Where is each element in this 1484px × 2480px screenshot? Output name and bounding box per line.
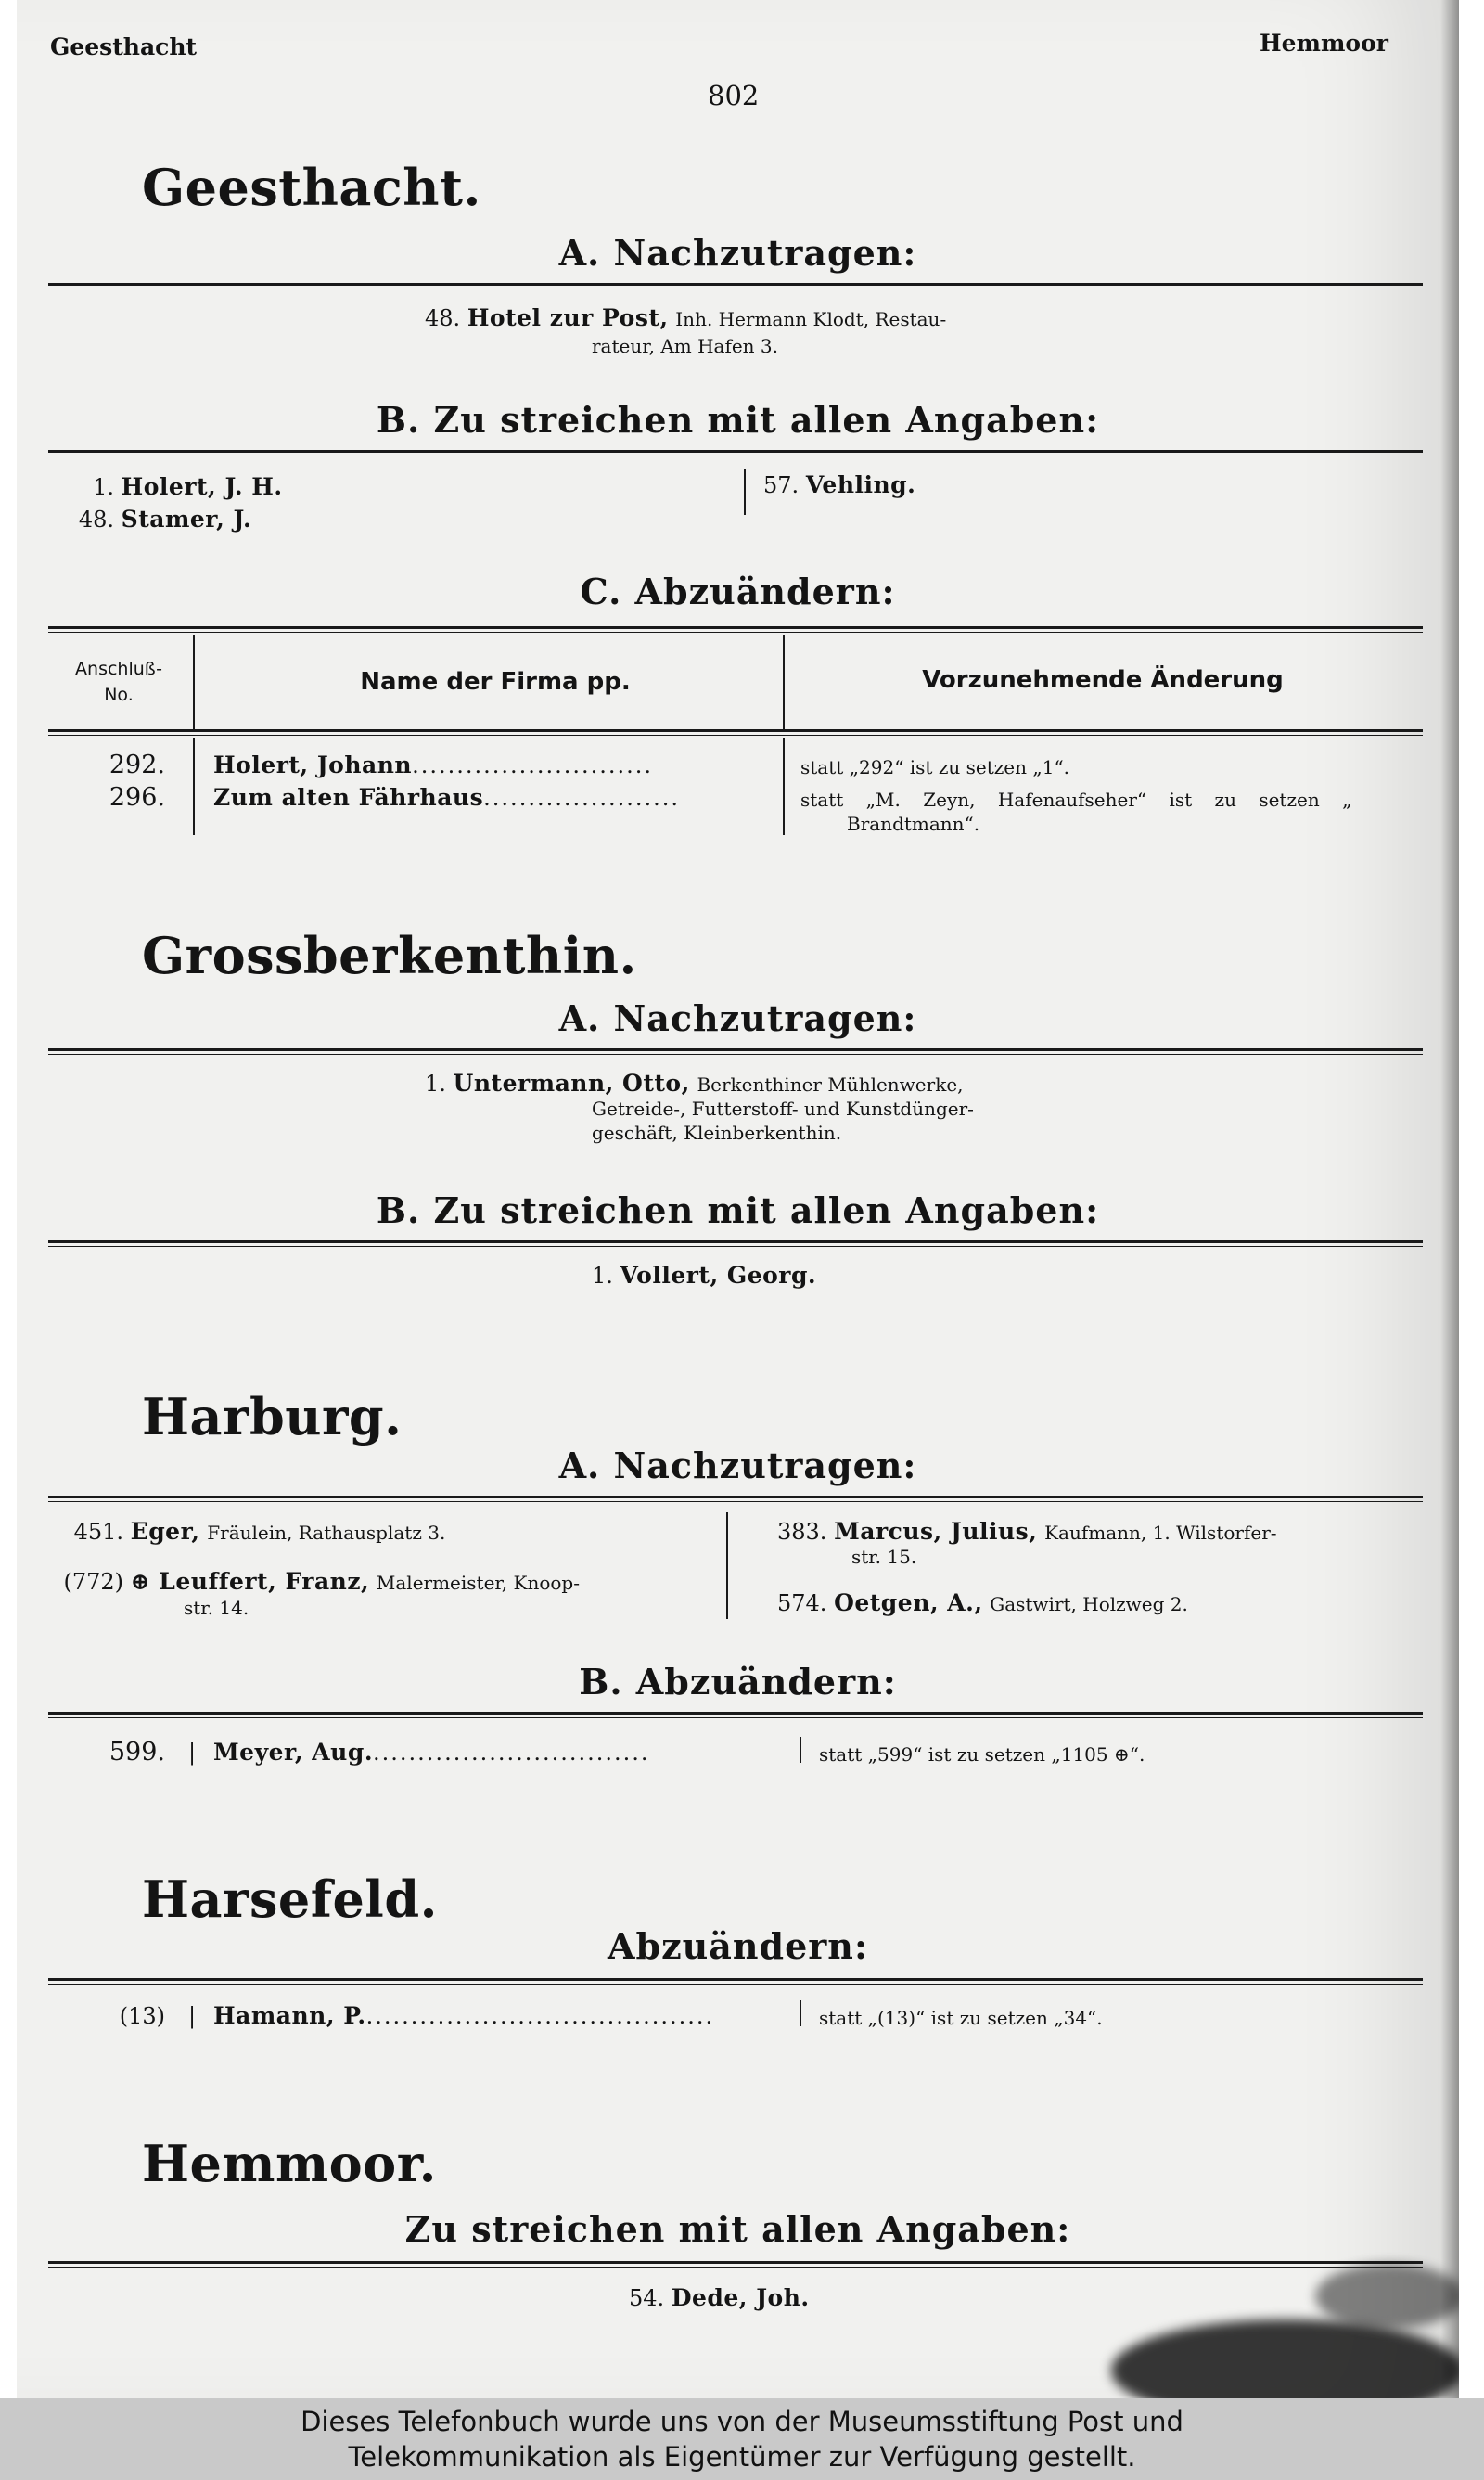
leader-dots: ........................... bbox=[412, 752, 654, 778]
entry-text-cont: geschäft, Kleinberkenthin. bbox=[592, 1122, 842, 1144]
table-cell-change: statt „M. Zeyn, Hafenaufseher“ ist zu setzen „ bbox=[800, 789, 1352, 811]
entry-text-cont: str. 14. bbox=[184, 1597, 249, 1619]
entry-number: 48. bbox=[425, 305, 461, 331]
list-item-oetgen bbox=[777, 1589, 1426, 1618]
table-cell-name bbox=[213, 784, 770, 812]
table-cell-change-cont: Brandtmann“. bbox=[847, 813, 980, 835]
entry-name: Marcus, Julius, bbox=[834, 1518, 1038, 1545]
entry-number: 57. bbox=[763, 472, 800, 498]
double-rule bbox=[48, 283, 1423, 289]
section-title-streichen: Zu streichen mit allen Angaben: bbox=[404, 2208, 1071, 2250]
list-item bbox=[763, 471, 915, 499]
list-item-leuffert bbox=[54, 1568, 722, 1597]
entry-number: 383. bbox=[777, 1519, 827, 1545]
section-title-abzuaendern: B. Abzuändern: bbox=[579, 1661, 897, 1703]
table-cell-change: statt „599“ ist zu setzen „1105 ⊕“. bbox=[819, 1743, 1145, 1766]
firm-name: Hamann, P. bbox=[213, 2002, 366, 2029]
table-cell-number: 599. bbox=[109, 1738, 165, 1767]
column-divider bbox=[726, 1512, 728, 1619]
table-cell-change: statt „(13)“ ist zu setzen „34“. bbox=[819, 2007, 1103, 2029]
entry-number: 1. bbox=[93, 474, 114, 500]
entry-number: (772) bbox=[63, 1569, 123, 1595]
table-cell-name bbox=[213, 1739, 798, 1767]
column-divider bbox=[800, 1737, 801, 1763]
entry-text: Malermeister, Knoop- bbox=[376, 1572, 580, 1594]
entry-name: Vollert, Georg. bbox=[620, 1262, 817, 1289]
section-title-nachzutragen: A. Nachzutragen: bbox=[558, 1445, 917, 1486]
double-rule bbox=[48, 1496, 1423, 1502]
column-divider bbox=[744, 469, 746, 515]
entry-text-cont: rateur, Am Hafen 3. bbox=[592, 335, 779, 357]
entry-number: 1. bbox=[592, 1263, 613, 1289]
city-title-hemmoor: Hemmoor. bbox=[142, 2134, 437, 2193]
entry-text: Inh. Hermann Klodt, Restau- bbox=[675, 308, 947, 330]
entry-text: Berkenthiner Mühlenwerke, bbox=[697, 1073, 964, 1096]
entry-number: 451. bbox=[73, 1519, 123, 1545]
column-divider bbox=[800, 2000, 801, 2026]
table-cell-name bbox=[213, 752, 770, 779]
entry-name: Dede, Joh. bbox=[671, 2284, 810, 2311]
entry-text: Kaufmann, 1. Wilstorfer- bbox=[1044, 1522, 1277, 1544]
entry-number: 48. bbox=[78, 507, 114, 533]
section-title-abzuaendern: C. Abzuändern: bbox=[580, 571, 896, 612]
entry-number: 54. bbox=[629, 2285, 665, 2311]
table-top-rule bbox=[48, 626, 1423, 633]
list-item-eger bbox=[54, 1518, 722, 1547]
section-title-nachzutragen: A. Nachzutragen: bbox=[558, 232, 917, 274]
city-title-harburg: Harburg. bbox=[142, 1387, 403, 1446]
double-rule bbox=[48, 1048, 1423, 1055]
table-cell-name bbox=[213, 2002, 798, 2030]
entry-name: ⊕ Leuffert, Franz, bbox=[130, 1568, 370, 1595]
entry-name: Holert, J. H. bbox=[121, 473, 283, 500]
leader-dots: ............................... bbox=[373, 1740, 650, 1766]
leader-dots: ....................................... bbox=[365, 2003, 715, 2029]
section-title-nachzutragen: A. Nachzutragen: bbox=[558, 997, 917, 1039]
firm-name: Zum alten Fährhaus bbox=[213, 784, 484, 811]
running-header-left: Geesthacht bbox=[50, 33, 198, 60]
double-rule bbox=[48, 2261, 1423, 2268]
table-header-anschluss-line1: Anschluß- bbox=[75, 659, 162, 679]
list-item bbox=[54, 506, 251, 533]
section-title-streichen: B. Zu streichen mit allen Angaben: bbox=[376, 1189, 1100, 1231]
double-rule bbox=[48, 1978, 1423, 1985]
entry-name: Hotel zur Post, bbox=[467, 304, 669, 331]
scanned-page bbox=[17, 0, 1459, 2398]
entry-text-cont: str. 15. bbox=[851, 1546, 917, 1568]
table-cell-number: (13) bbox=[119, 2003, 165, 2029]
firm-name: Meyer, Aug. bbox=[213, 1739, 374, 1766]
table-header-rule bbox=[48, 729, 1423, 736]
double-rule bbox=[48, 450, 1423, 456]
entry-text: Fräulein, Rathausplatz 3. bbox=[207, 1522, 446, 1544]
city-title-grossberkenthin: Grossberkenthin. bbox=[142, 926, 637, 985]
entry-hotel-zur-post bbox=[425, 304, 946, 333]
table-header-aenderung: Vorzunehmende Änderung bbox=[922, 666, 1284, 694]
list-item bbox=[54, 473, 283, 501]
entry-name: Untermann, Otto, bbox=[453, 1070, 690, 1097]
footer-line-2: Telekommunikation als Eigentümer zur Verfügung gestellt. bbox=[348, 2441, 1136, 2473]
city-title-geesthacht: Geesthacht. bbox=[142, 158, 481, 217]
entry-text-cont: Getreide-, Futterstoff- und Kunstdünger- bbox=[592, 1098, 974, 1120]
row-separator: | bbox=[188, 1740, 197, 1766]
footer-line-1: Dieses Telefonbuch wurde uns von der Museumsstiftung Post und bbox=[301, 2406, 1183, 2437]
table-cell-number: 292. bbox=[109, 751, 165, 779]
entry-text: Gastwirt, Holzweg 2. bbox=[990, 1593, 1188, 1615]
entry-number: 1. bbox=[425, 1071, 446, 1097]
entry-name: Vehling. bbox=[805, 471, 916, 498]
double-rule bbox=[48, 1240, 1423, 1247]
table-divider bbox=[783, 738, 785, 835]
section-title-streichen: B. Zu streichen mit allen Angaben: bbox=[376, 399, 1100, 441]
scan-smudge bbox=[1315, 2264, 1459, 2329]
scan-smudge bbox=[1111, 2319, 1459, 2398]
double-rule bbox=[48, 1712, 1423, 1718]
table-cell-change: statt „292“ ist zu setzen „1“. bbox=[800, 756, 1070, 778]
table-header-anschluss-line2: No. bbox=[104, 685, 134, 705]
firm-name: Holert, Johann bbox=[213, 752, 413, 778]
leader-dots: ...................... bbox=[483, 785, 681, 811]
city-title-harsefeld: Harsefeld. bbox=[142, 1870, 438, 1929]
page-number: 802 bbox=[708, 80, 760, 111]
section-title-abzuaendern: Abzuändern: bbox=[608, 1925, 868, 1967]
running-header-right: Hemmoor bbox=[1260, 30, 1388, 57]
entry-dede bbox=[629, 2284, 810, 2312]
table-header-firma: Name der Firma pp. bbox=[360, 668, 631, 696]
row-separator: | bbox=[188, 2003, 197, 2029]
entry-name: Stamer, J. bbox=[121, 506, 252, 533]
entry-name: Oetgen, A., bbox=[834, 1589, 983, 1616]
entry-number: 574. bbox=[777, 1590, 827, 1616]
table-cell-number: 296. bbox=[109, 783, 165, 812]
table-header-anschluss bbox=[54, 656, 184, 708]
table-divider bbox=[193, 738, 195, 835]
entry-vollert bbox=[592, 1262, 816, 1290]
entry-name: Eger, bbox=[130, 1518, 200, 1545]
ownership-footer bbox=[0, 2398, 1484, 2480]
